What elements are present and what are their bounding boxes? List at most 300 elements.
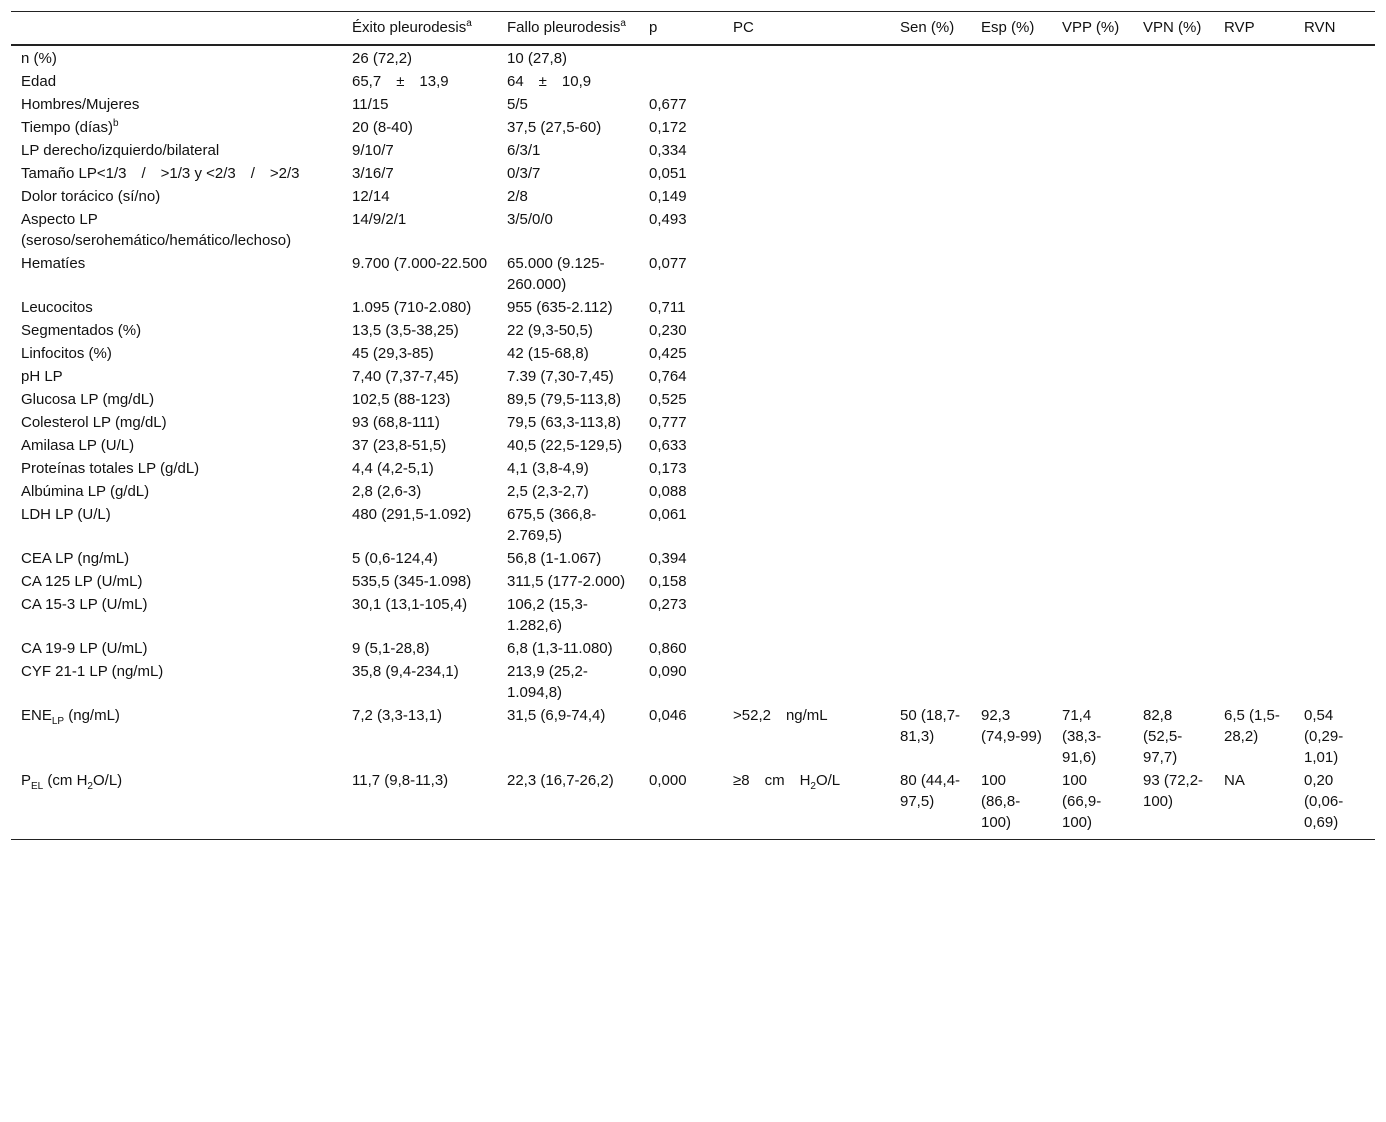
cell-vpn — [1133, 252, 1214, 296]
cell-vpp — [1052, 547, 1133, 570]
cell-sen — [890, 116, 971, 139]
header-exito: Éxito pleurodesis$^a$ — [342, 12, 497, 46]
table-row — [11, 769, 1375, 840]
cell-rvp — [1214, 319, 1294, 342]
cell-vpn — [1133, 45, 1214, 70]
cell-rvn — [1294, 637, 1375, 660]
cell-vpn — [1133, 637, 1214, 660]
cell-esp — [971, 365, 1052, 388]
cell-exito: 3/16/7 — [352, 165, 394, 182]
cell-vpn — [1133, 70, 1214, 93]
table-row — [11, 342, 1375, 365]
cell-rvn — [1294, 480, 1375, 503]
cell-rvn — [1294, 593, 1375, 637]
cell-label: Aspecto LP (seroso/serohemático/hemático/lechoso) — [21, 211, 292, 249]
cell-vpp — [1052, 388, 1133, 411]
cell-pc — [723, 116, 890, 139]
cell-vpp — [1052, 319, 1133, 342]
header-fallo: Fallo pleurodesis$^a$ — [497, 12, 639, 46]
table-row — [11, 93, 1375, 116]
cell-rvp — [1214, 45, 1294, 70]
cell-fallo: 40,5 (22,5-129,5) — [507, 437, 623, 454]
table-row — [11, 139, 1375, 162]
cell-p: 0,677 — [649, 96, 687, 113]
cell-pc — [723, 365, 890, 388]
cell-vpn — [1133, 570, 1214, 593]
cell-rvp — [1214, 660, 1294, 704]
cell-rvp — [1214, 342, 1294, 365]
cell-sen — [890, 503, 971, 547]
cell-esp — [971, 70, 1052, 93]
cell-sen — [890, 593, 971, 637]
cell-sen: 50 (18,7-81,3) — [900, 707, 961, 745]
cell-vpn — [1133, 319, 1214, 342]
cell-sen — [890, 162, 971, 185]
cell-rvn — [1294, 208, 1375, 252]
table-row — [11, 45, 1375, 70]
cell-esp — [971, 660, 1052, 704]
cell-vpp — [1052, 139, 1133, 162]
cell-rvn — [1294, 70, 1375, 93]
table-row — [11, 434, 1375, 457]
cell-fallo: 37,5 (27,5-60) — [507, 119, 602, 136]
cell-p: 0,173 — [649, 460, 687, 477]
cell-fallo: 7.39 (7,30-7,45) — [507, 368, 614, 385]
cell-rvn — [1294, 570, 1375, 593]
cell-sen — [890, 70, 971, 93]
cell-esp — [971, 208, 1052, 252]
cell-pc — [723, 252, 890, 296]
cell-rvn — [1294, 93, 1375, 116]
cell-sen — [890, 637, 971, 660]
cell-rvp — [1214, 208, 1294, 252]
cell-sen — [890, 480, 971, 503]
cell-vpn — [1133, 365, 1214, 388]
cell-p: 0,090 — [649, 663, 687, 680]
cell-esp — [971, 434, 1052, 457]
cell-rvp — [1214, 480, 1294, 503]
cell-label: CEA LP (ng/mL) — [21, 550, 130, 567]
cell-vpp: 71,4 (38,3-91,6) — [1062, 707, 1102, 766]
cell-exito: 20 (8-40) — [352, 119, 413, 136]
cell-pc — [723, 388, 890, 411]
cell-sen — [890, 93, 971, 116]
cell-exito: 45 (29,3-85) — [352, 345, 434, 362]
cell-rvp — [1214, 252, 1294, 296]
cell-vpp — [1052, 480, 1133, 503]
cell-label: Amilasa LP (U/L) — [21, 437, 135, 454]
cell-exito: 9/10/7 — [352, 142, 394, 159]
cell-pc — [723, 296, 890, 319]
cell-sen: 80 (44,4-97,5) — [900, 772, 961, 810]
cell-vpp — [1052, 365, 1133, 388]
cell-exito: 93 (68,8-111) — [352, 414, 440, 431]
cell-pc — [723, 480, 890, 503]
cell-vpp — [1052, 593, 1133, 637]
cell-sen — [890, 434, 971, 457]
cell-fallo: 955 (635-2.112) — [507, 299, 613, 316]
cell-exito: 2,8 (2,6-3) — [352, 483, 422, 500]
cell-rvp — [1214, 593, 1294, 637]
cell-vpn — [1133, 139, 1214, 162]
cell-p — [639, 70, 723, 93]
cell-esp — [971, 570, 1052, 593]
cell-vpn — [1133, 208, 1214, 252]
cell-sen — [890, 342, 971, 365]
cell-pc: >52,2 ng/mL — [733, 707, 828, 724]
cell-vpn — [1133, 296, 1214, 319]
cell-label: Tiempo (días)$^b$ — [21, 118, 119, 136]
cell-p: 0,230 — [649, 322, 687, 339]
cell-esp — [971, 162, 1052, 185]
cell-vpp — [1052, 411, 1133, 434]
cell-rvn: 0,20 (0,06-0,69) — [1304, 772, 1344, 831]
cell-p: 0,860 — [649, 640, 687, 657]
cell-rvn — [1294, 116, 1375, 139]
cell-pc — [723, 570, 890, 593]
cell-fallo: 3/5/0/0 — [507, 211, 553, 228]
cell-vpp — [1052, 637, 1133, 660]
table-row — [11, 503, 1375, 547]
cell-esp — [971, 480, 1052, 503]
cell-fallo: 22 (9,3-50,5) — [507, 322, 593, 339]
table-row — [11, 116, 1375, 139]
cell-exito: 9 (5,1-28,8) — [352, 640, 430, 657]
cell-exito: 13,5 (3,5-38,25) — [352, 322, 459, 339]
cell-rvn — [1294, 547, 1375, 570]
cell-esp — [971, 252, 1052, 296]
cell-rvn — [1294, 503, 1375, 547]
cell-rvp — [1214, 365, 1294, 388]
table-row — [11, 252, 1375, 296]
table-row — [11, 319, 1375, 342]
cell-p: 0,394 — [649, 550, 687, 567]
cell-rvp — [1214, 388, 1294, 411]
cell-rvn — [1294, 434, 1375, 457]
cell-fallo: 22,3 (16,7-26,2) — [507, 772, 614, 789]
cell-esp — [971, 547, 1052, 570]
cell-pc — [723, 637, 890, 660]
cell-vpn — [1133, 93, 1214, 116]
header-rvp: RVP — [1214, 12, 1294, 46]
cell-p: 0,525 — [649, 391, 687, 408]
cell-pc — [723, 660, 890, 704]
cell-label: $P_{EL}$ (cm $H_2O/L$) — [21, 772, 123, 792]
cell-label: Tamaño LP<1/3 / >1/3 y <2/3 / >2/3 — [21, 165, 300, 182]
cell-p: 0,334 — [649, 142, 687, 159]
cell-rvp — [1214, 185, 1294, 208]
cell-label: pH LP — [21, 368, 63, 385]
table-row — [11, 480, 1375, 503]
cell-fallo: 6/3/1 — [507, 142, 541, 159]
cell-label: Edad — [21, 73, 57, 90]
cell-sen — [890, 457, 971, 480]
cell-exito: 7,40 (7,37-7,45) — [352, 368, 459, 385]
cell-pc — [723, 593, 890, 637]
cell-rvp — [1214, 116, 1294, 139]
cell-exito: 11,7 (9,8-11,3) — [352, 772, 449, 789]
cell-sen — [890, 208, 971, 252]
cell-p — [639, 45, 723, 70]
cell-pc — [723, 547, 890, 570]
cell-rvn — [1294, 411, 1375, 434]
table-row — [11, 637, 1375, 660]
cell-rvn — [1294, 342, 1375, 365]
cell-label: Albúmina LP (g/dL) — [21, 483, 150, 500]
cell-esp — [971, 45, 1052, 70]
cell-vpp — [1052, 570, 1133, 593]
cell-exito: 480 (291,5-1.092) — [352, 506, 472, 523]
cell-rvn — [1294, 365, 1375, 388]
cell-fallo: 2,5 (2,3-2,7) — [507, 483, 589, 500]
cell-pc — [723, 503, 890, 547]
cell-exito: 26 (72,2) — [352, 50, 413, 67]
cell-sen — [890, 319, 971, 342]
cell-rvn — [1294, 296, 1375, 319]
table-row — [11, 70, 1375, 93]
table-row — [11, 365, 1375, 388]
cell-vpn — [1133, 162, 1214, 185]
cell-label: Segmentados (%) — [21, 322, 142, 339]
cell-rvn — [1294, 660, 1375, 704]
cell-label: CA 125 LP (U/mL) — [21, 573, 143, 590]
table-row — [11, 162, 1375, 185]
cell-label: Hombres/Mujeres — [21, 96, 140, 113]
cell-pc — [723, 342, 890, 365]
cell-esp — [971, 388, 1052, 411]
cell-esp — [971, 637, 1052, 660]
cell-rvn — [1294, 457, 1375, 480]
cell-exito: 65,7 ± 13,9 — [352, 73, 449, 90]
cell-rvp — [1214, 139, 1294, 162]
header-esp: Esp (%) — [971, 12, 1052, 46]
cell-esp — [971, 503, 1052, 547]
cell-label: Leucocitos — [21, 299, 93, 316]
cell-exito: 14/9/2/1 — [352, 211, 407, 228]
cell-p: 0,273 — [649, 596, 687, 613]
cell-exito: 4,4 (4,2-5,1) — [352, 460, 434, 477]
cell-pc — [723, 411, 890, 434]
cell-vpp: 100 (66,9-100) — [1062, 772, 1102, 831]
cell-rvn — [1294, 185, 1375, 208]
cell-esp — [971, 93, 1052, 116]
cell-vpp — [1052, 342, 1133, 365]
cell-vpn — [1133, 116, 1214, 139]
cell-vpn — [1133, 480, 1214, 503]
header-sen: Sen (%) — [890, 12, 971, 46]
cell-sen — [890, 365, 971, 388]
table-row — [11, 547, 1375, 570]
cell-sen — [890, 547, 971, 570]
results-table — [11, 11, 1375, 840]
cell-vpp — [1052, 116, 1133, 139]
cell-rvp — [1214, 434, 1294, 457]
cell-sen — [890, 252, 971, 296]
table-row — [11, 388, 1375, 411]
cell-rvn: 0,54 (0,29-1,01) — [1304, 707, 1344, 766]
cell-rvn — [1294, 252, 1375, 296]
cell-label: Proteínas totales LP (g/dL) — [21, 460, 200, 477]
cell-p: 0,046 — [649, 707, 687, 724]
cell-rvp — [1214, 547, 1294, 570]
cell-rvp — [1214, 637, 1294, 660]
cell-sen — [890, 411, 971, 434]
cell-vpn — [1133, 411, 1214, 434]
cell-vpn: 93 (72,2-100) — [1143, 772, 1204, 810]
table-row — [11, 296, 1375, 319]
cell-label: CA 19-9 LP (U/mL) — [21, 640, 148, 657]
cell-rvn — [1294, 319, 1375, 342]
cell-fallo: 2/8 — [507, 188, 528, 205]
cell-rvp — [1214, 457, 1294, 480]
table-row — [11, 593, 1375, 637]
cell-exito: 5 (0,6-124,4) — [352, 550, 438, 567]
cell-p: 0,000 — [649, 772, 687, 789]
header-vpn: VPN (%) — [1133, 12, 1214, 46]
header-row-label — [11, 12, 342, 46]
table-row — [11, 704, 1375, 769]
cell-rvn — [1294, 139, 1375, 162]
cell-sen — [890, 185, 971, 208]
cell-fallo: 10 (27,8) — [507, 50, 568, 67]
cell-vpp — [1052, 252, 1133, 296]
cell-pc — [723, 93, 890, 116]
cell-exito: 11/15 — [352, 96, 389, 113]
cell-vpp — [1052, 93, 1133, 116]
cell-fallo: 675,5 (366,8-2.769,5) — [507, 506, 597, 544]
table-row — [11, 457, 1375, 480]
cell-rvp — [1214, 93, 1294, 116]
cell-label: CA 15-3 LP (U/mL) — [21, 596, 148, 613]
cell-label: Glucosa LP (mg/dL) — [21, 391, 155, 408]
header-pc: PC — [723, 12, 890, 46]
cell-label: Linfocitos (%) — [21, 345, 112, 362]
cell-rvn — [1294, 388, 1375, 411]
cell-fallo: 106,2 (15,3-1.282,6) — [507, 596, 588, 634]
cell-p: 0,711 — [649, 299, 686, 316]
cell-p: 0,088 — [649, 483, 687, 500]
cell-esp — [971, 593, 1052, 637]
cell-label: $ENE_{LP}$ (ng/mL) — [21, 707, 120, 727]
cell-pc — [723, 139, 890, 162]
cell-rvp: 6,5 (1,5-28,2) — [1224, 707, 1280, 745]
cell-rvp: NA — [1224, 772, 1245, 789]
cell-exito: 535,5 (345-1.098) — [352, 573, 472, 590]
cell-pc — [723, 162, 890, 185]
cell-exito: 12/14 — [352, 188, 390, 205]
cell-vpp — [1052, 660, 1133, 704]
cell-pc — [723, 319, 890, 342]
cell-rvn — [1294, 162, 1375, 185]
cell-p: 0,051 — [649, 165, 687, 182]
cell-esp — [971, 296, 1052, 319]
cell-rvn — [1294, 45, 1375, 70]
cell-p: 0,764 — [649, 368, 687, 385]
cell-exito: 30,1 (13,1-105,4) — [352, 596, 468, 613]
cell-vpp — [1052, 434, 1133, 457]
cell-vpn — [1133, 660, 1214, 704]
cell-p: 0,172 — [649, 119, 687, 136]
cell-esp — [971, 185, 1052, 208]
cell-rvp — [1214, 411, 1294, 434]
cell-esp — [971, 457, 1052, 480]
cell-esp — [971, 116, 1052, 139]
cell-sen — [890, 388, 971, 411]
cell-vpn — [1133, 547, 1214, 570]
cell-exito: 102,5 (88-123) — [352, 391, 451, 408]
cell-rvp — [1214, 70, 1294, 93]
cell-vpp — [1052, 162, 1133, 185]
cell-vpp — [1052, 70, 1133, 93]
cell-fallo: 311,5 (177-2.000) — [507, 573, 626, 590]
cell-pc — [723, 434, 890, 457]
cell-esp — [971, 139, 1052, 162]
cell-vpp — [1052, 45, 1133, 70]
cell-fallo: 31,5 (6,9-74,4) — [507, 707, 606, 724]
cell-rvp — [1214, 570, 1294, 593]
cell-p: 0,777 — [649, 414, 687, 431]
cell-fallo: 56,8 (1-1.067) — [507, 550, 602, 567]
cell-label: Colesterol LP (mg/dL) — [21, 414, 167, 431]
table-header-row — [11, 12, 1375, 46]
cell-rvp — [1214, 503, 1294, 547]
cell-vpp — [1052, 503, 1133, 547]
cell-fallo: 64 ± 10,9 — [507, 73, 592, 90]
cell-vpn — [1133, 503, 1214, 547]
cell-vpp — [1052, 457, 1133, 480]
cell-esp — [971, 342, 1052, 365]
header-vpp: VPP (%) — [1052, 12, 1133, 46]
cell-vpp — [1052, 208, 1133, 252]
results-table-container — [11, 11, 1375, 840]
table-row — [11, 570, 1375, 593]
cell-vpn — [1133, 434, 1214, 457]
cell-p: 0,077 — [649, 255, 687, 272]
cell-fallo: 6,8 (1,3-11.080) — [507, 640, 613, 657]
cell-rvp — [1214, 296, 1294, 319]
table-row — [11, 185, 1375, 208]
cell-p: 0,493 — [649, 211, 687, 228]
cell-fallo: 4,1 (3,8-4,9) — [507, 460, 589, 477]
cell-sen — [890, 296, 971, 319]
cell-esp — [971, 411, 1052, 434]
cell-fallo: 42 (15-68,8) — [507, 345, 589, 362]
cell-sen — [890, 45, 971, 70]
table-row — [11, 660, 1375, 704]
cell-pc — [723, 208, 890, 252]
cell-vpn — [1133, 457, 1214, 480]
cell-pc — [723, 185, 890, 208]
cell-vpn: 82,8 (52,5-97,7) — [1143, 707, 1183, 766]
cell-exito: 7,2 (3,3-13,1) — [352, 707, 443, 724]
cell-fallo: 65.000 (9.125-260.000) — [507, 255, 605, 293]
cell-label: LP derecho/izquierdo/bilateral — [21, 142, 220, 159]
cell-vpn — [1133, 185, 1214, 208]
header-p: p — [639, 12, 723, 46]
table-row — [11, 208, 1375, 252]
cell-pc — [723, 70, 890, 93]
cell-pc — [723, 45, 890, 70]
cell-label: n (%) — [21, 50, 57, 67]
cell-p: 0,425 — [649, 345, 687, 362]
cell-sen — [890, 660, 971, 704]
cell-fallo: 89,5 (79,5-113,8) — [507, 391, 621, 408]
cell-label: LDH LP (U/L) — [21, 506, 111, 523]
cell-pc — [723, 457, 890, 480]
cell-pc: ≥8 cm $H_2O/L$ — [733, 772, 841, 792]
cell-p: 0,149 — [649, 188, 687, 205]
cell-esp: 92,3 (74,9-99) — [981, 707, 1042, 745]
